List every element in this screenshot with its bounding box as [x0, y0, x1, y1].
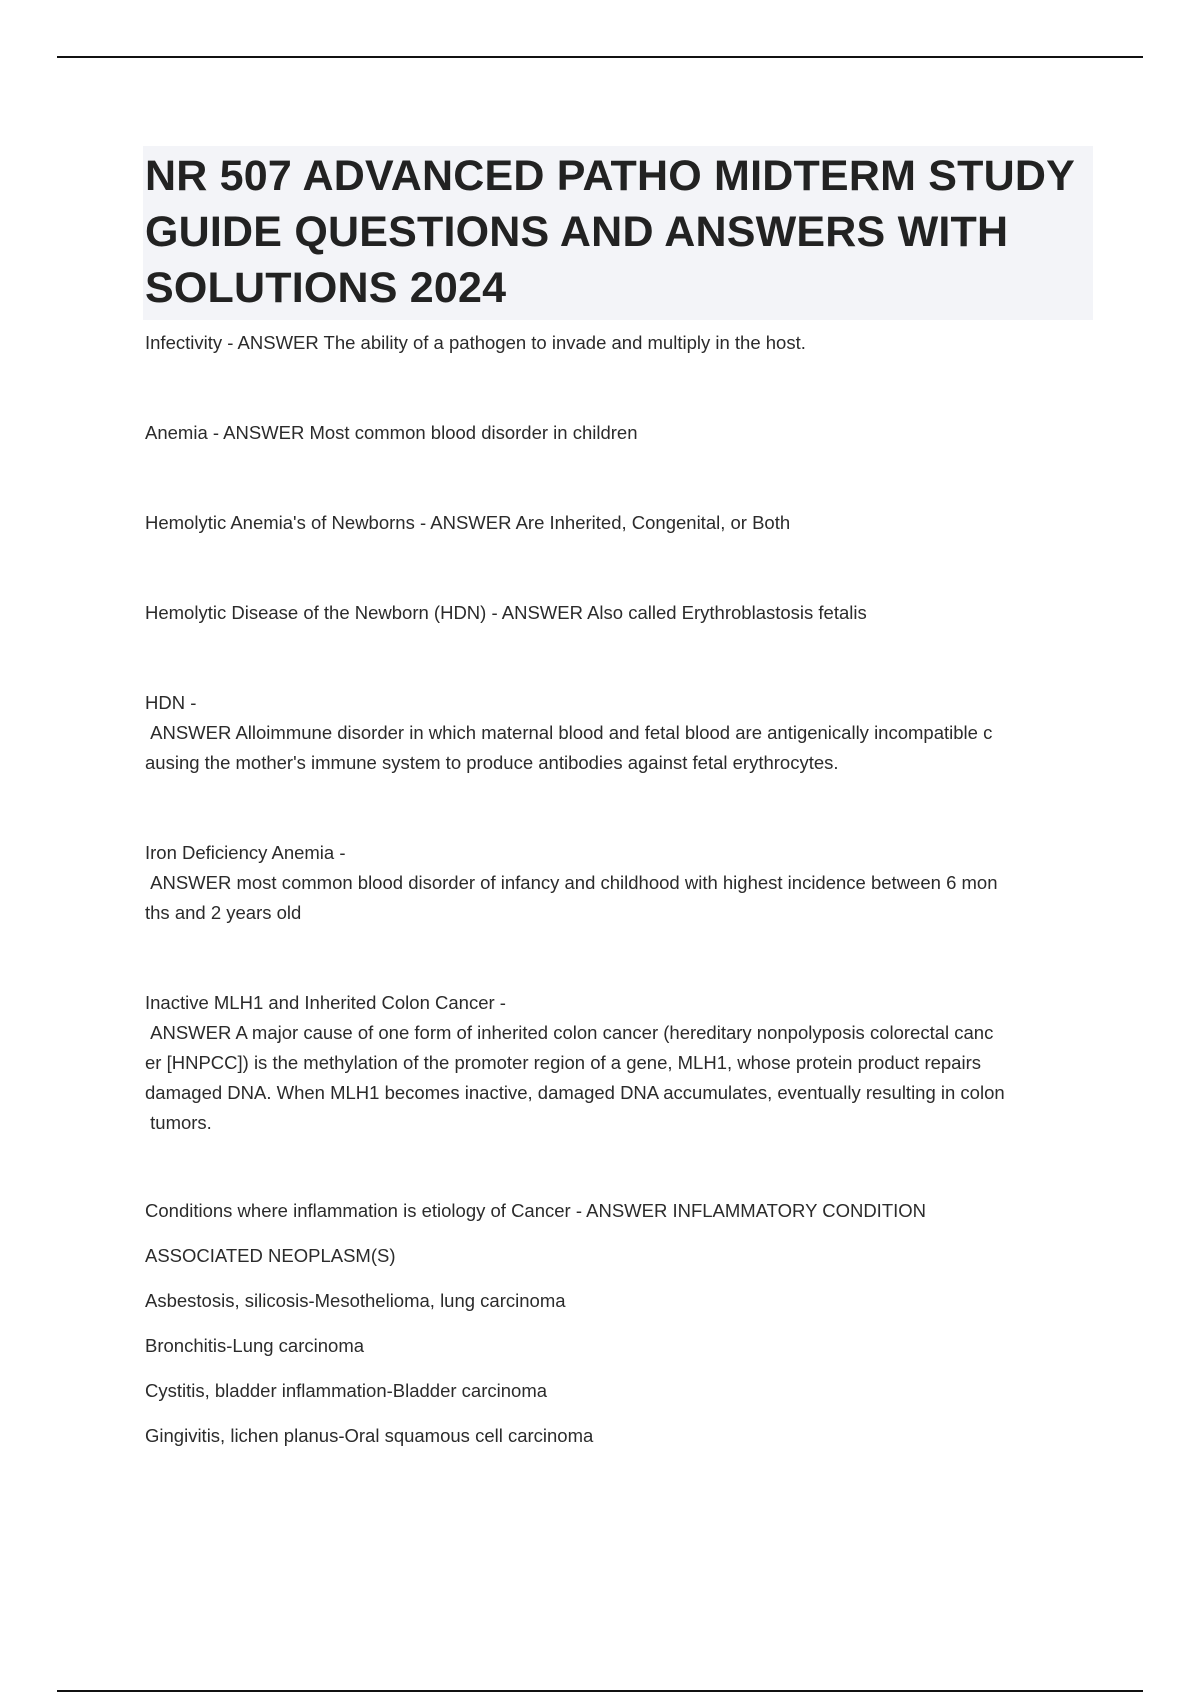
qa-item-iron-deficiency: Iron Deficiency Anemia - ANSWER most common blood disorder of infancy and childhood with highest incidence between 6 mon ths and 2 years old	[145, 842, 998, 923]
condition-line: Bronchitis-Lung carcinoma	[145, 1335, 365, 1356]
condition-line: Cystitis, bladder inflammation-Bladder carcinoma	[145, 1380, 548, 1401]
conditions-heading: Conditions where inflammation is etiology of Cancer - ANSWER INFLAMMATORY CONDITION	[145, 1200, 927, 1221]
condition-line: Asbestosis, silicosis-Mesothelioma, lung carcinoma	[145, 1290, 566, 1311]
qa-list	[145, 328, 1095, 1138]
conditions-subheading: ASSOCIATED NEOPLASM(S)	[145, 1245, 396, 1266]
qa-item-mlh1: Inactive MLH1 and Inherited Colon Cancer - ANSWER A major cause of one form of inherited colon cancer (hereditary nonpolyposis colorectal canc er [HNPCC]) is the methylation of the promoter region of a gene, MLH1, whose protein product repairs damaged DNA. When MLH1 becomes inactive, damaged DNA accumulates, eventually resulting in colon tumors.	[145, 992, 1005, 1133]
title-banner	[143, 146, 1093, 320]
conditions-list	[145, 1196, 1095, 1451]
qa-item-hemolytic-anemia: Hemolytic Anemia's of Newborns - ANSWER Are Inherited, Congenital, or Both	[145, 512, 791, 533]
qa-item-hdn-definition: Hemolytic Disease of the Newborn (HDN) - ANSWER Also called Erythroblastosis fetalis	[145, 602, 867, 623]
qa-item-hdn: HDN - ANSWER Alloimmune disorder in which maternal blood and fetal blood are antigenically incompatible c ausing the mother's immune system to produce antibodies against fetal erythrocytes.	[145, 692, 993, 773]
footer-rule	[57, 1690, 1143, 1692]
condition-line: Gingivitis, lichen planus-Oral squamous cell carcinoma	[145, 1425, 594, 1446]
qa-item-infectivity: Infectivity - ANSWER The ability of a pathogen to invade and multiply in the host.	[145, 332, 806, 353]
page-content	[145, 146, 1095, 1466]
document-title: NR 507 ADVANCED PATHO MIDTERM STUDY GUIDE QUESTIONS AND ANSWERS WITH SOLUTIONS 2024	[145, 152, 1075, 312]
header-rule	[57, 56, 1143, 58]
qa-item-anemia: Anemia - ANSWER Most common blood disorder in children	[145, 422, 638, 443]
